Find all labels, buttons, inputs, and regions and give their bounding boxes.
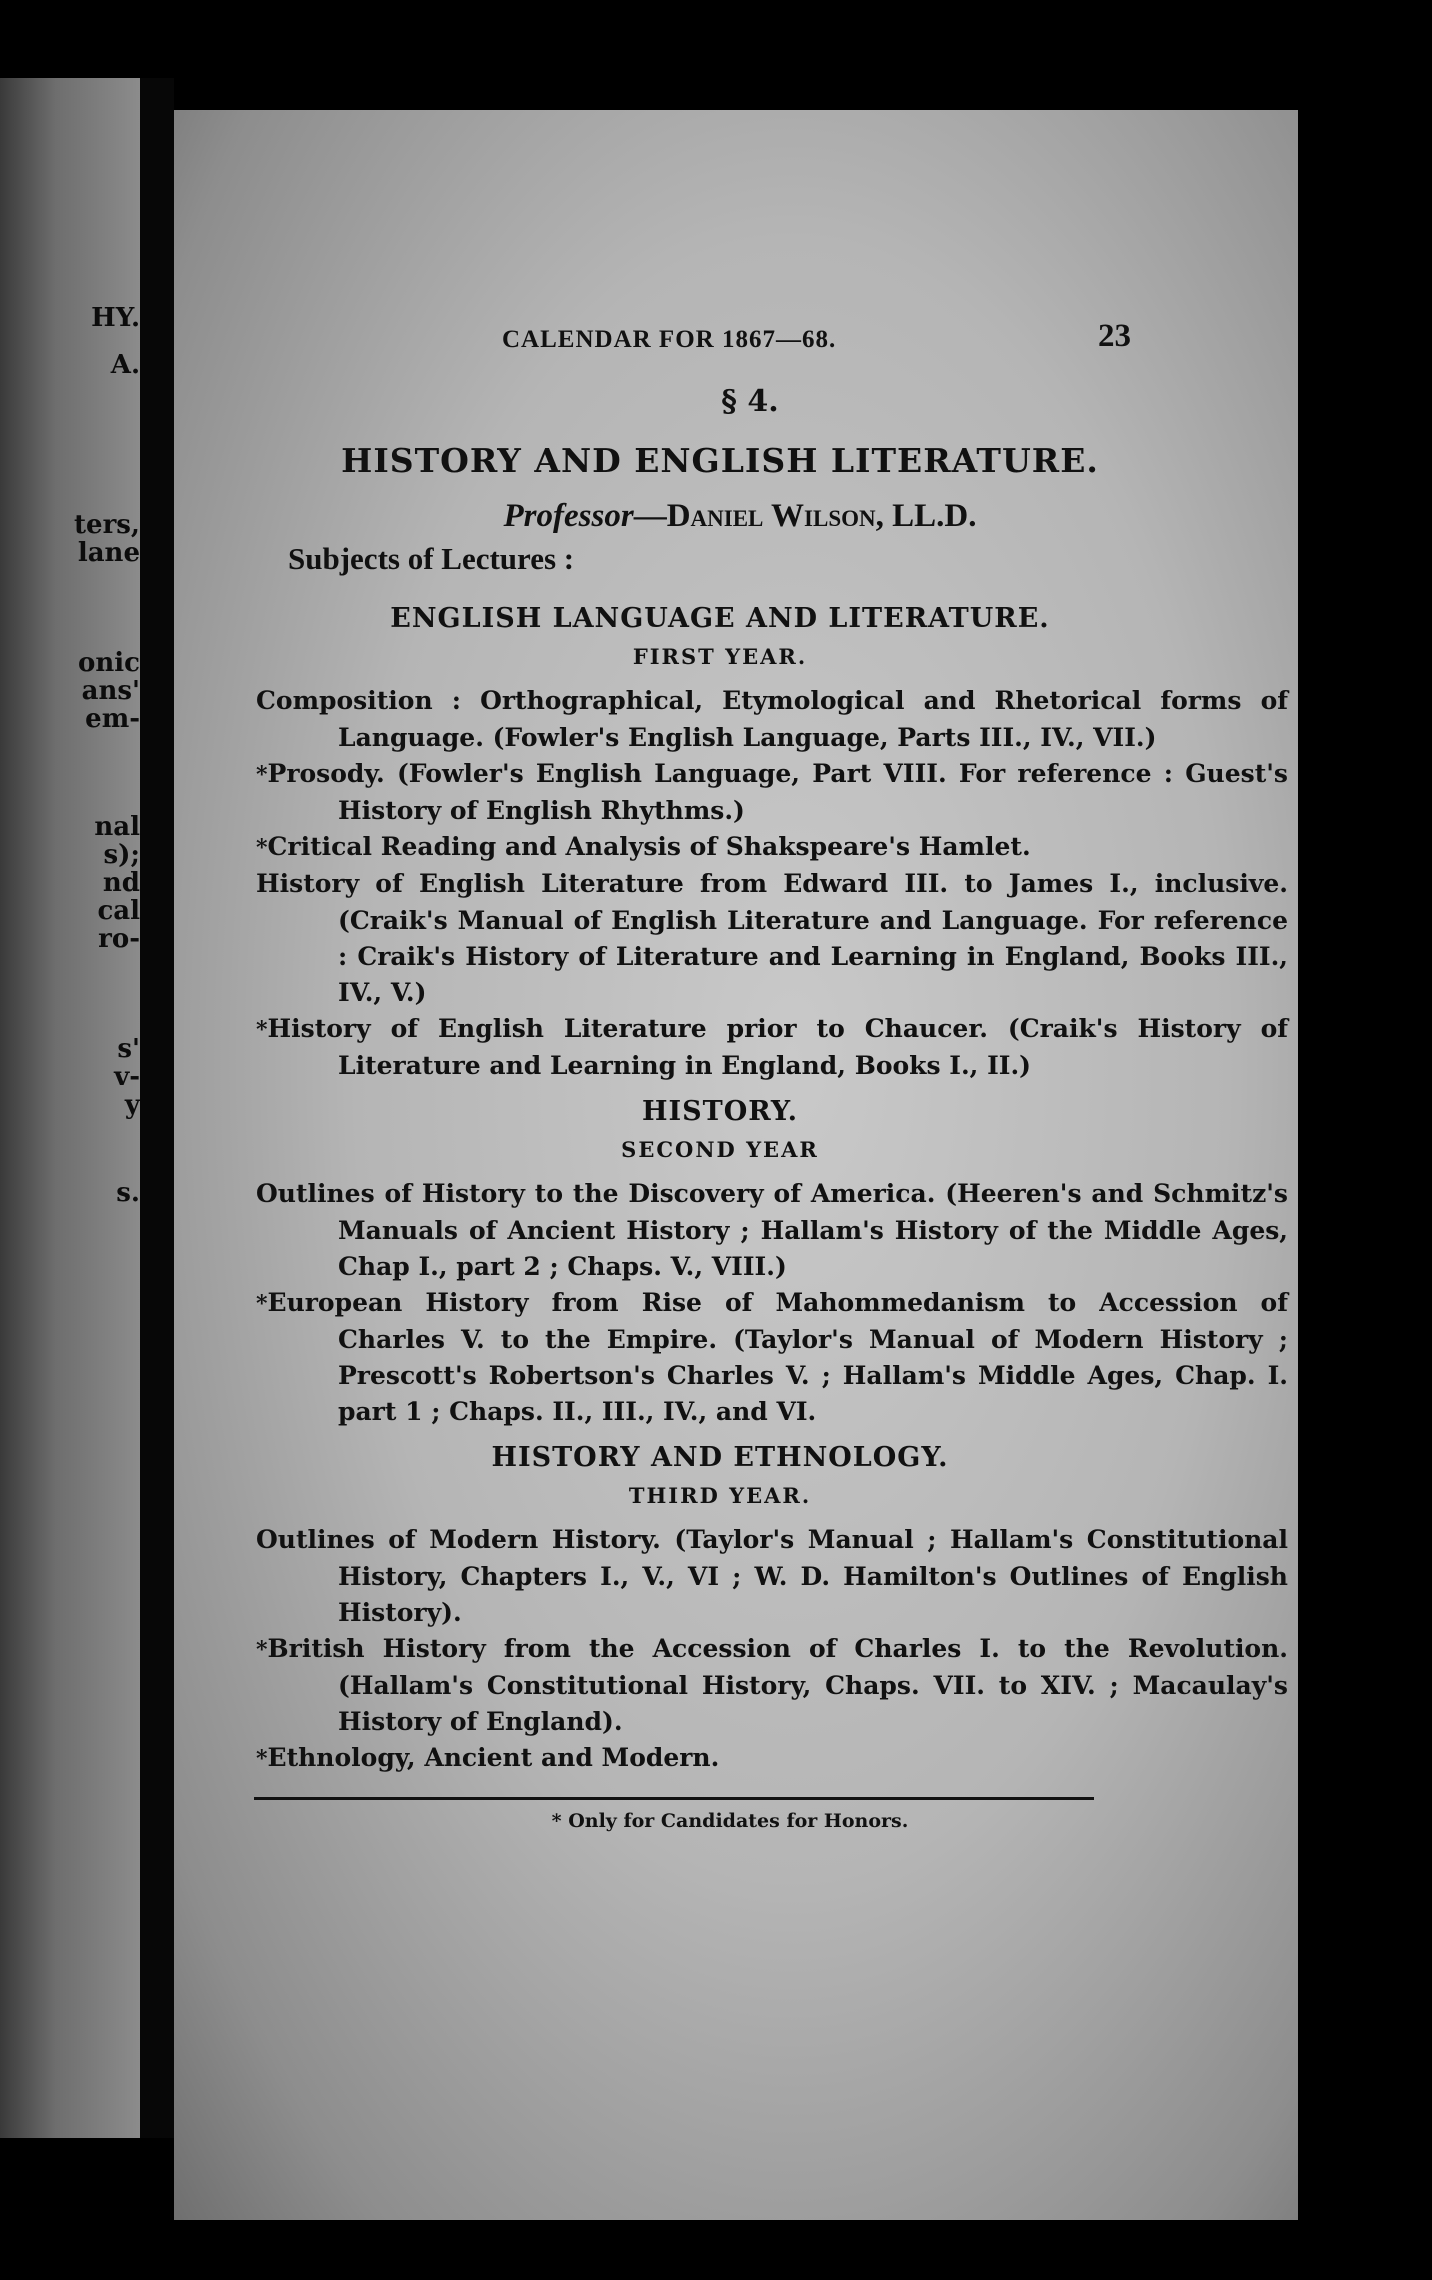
footnote: * Only for Candidates for Honors.	[551, 1810, 909, 1832]
book-page	[174, 110, 1298, 2220]
page-content	[210, 318, 1288, 1832]
honors-asterisk: *	[256, 835, 268, 861]
facing-page-fragment: nal	[94, 812, 140, 842]
running-head	[210, 318, 1230, 366]
lecture-entry	[256, 1285, 1288, 1430]
lecture-entry	[256, 866, 1288, 1011]
subsections	[210, 603, 1288, 1777]
lecture-entry	[256, 756, 1288, 829]
lecture-entry-text: History of English Literature from Edward III. to James I., inclusive. (Craik's Manual of English Literature and Language. For reference : Craik's History of Literature and Learning in England, Books III., IV., V.)	[256, 869, 1288, 1007]
honors-asterisk: *	[256, 1746, 268, 1772]
lecture-entry-text: Composition : Orthographical, Etymological and Rhetorical forms of Language. (Fowler's English Language, Parts III., IV., VII.)	[256, 686, 1288, 752]
honors-asterisk: *	[256, 762, 268, 788]
facing-page-edge	[0, 78, 140, 2138]
honors-asterisk: *	[256, 1291, 268, 1317]
year-heading: SECOND YEAR	[621, 1137, 819, 1162]
subsection-title: HISTORY AND ETHNOLOGY.	[491, 1442, 949, 1473]
lecture-entry-text: Critical Reading and Analysis of Shakspeare's Hamlet.	[267, 832, 1031, 861]
honors-asterisk: *	[256, 1017, 268, 1043]
lecture-entry-text: Outlines of Modern History. (Taylor's Manual ; Hallam's Constitutional History, Chapters I., V., VI ; W. D. Hamilton's Outlines of English History).	[256, 1525, 1288, 1627]
facing-page-fragment: s'	[117, 1034, 140, 1064]
subsection	[210, 1096, 1288, 1430]
professor-degree: , LL.D.	[875, 498, 977, 534]
lecture-entry-text: History of English Literature prior to Chaucer. (Craik's History of Literature and Learning in England, Books I., II.)	[267, 1014, 1288, 1080]
lecture-entry	[256, 1522, 1288, 1631]
lecture-entry-text: Ethnology, Ancient and Modern.	[267, 1743, 720, 1772]
professor-name: Daniel Wilson	[666, 498, 876, 534]
facing-page-fragment: HY.	[91, 303, 140, 333]
section-mark: § 4.	[721, 384, 779, 419]
honors-asterisk: *	[256, 1637, 268, 1663]
subsection	[210, 1442, 1288, 1777]
lecture-entry-text: European History from Rise of Mahommedanism to Accession of Charles V. to the Empire. (Taylor's Manual of Modern History ; Prescott's Robertson's Charles V. ; Hallam's Middle Ages, Chap. I. part 1 ; Chaps. II., III., IV., and VI.	[267, 1288, 1288, 1426]
lecture-entry	[256, 1176, 1288, 1285]
facing-page-fragment: ro-	[98, 924, 140, 954]
lecture-entry	[256, 1631, 1288, 1740]
lecture-entry-text: British History from the Accession of Charles I. to the Revolution. (Hallam's Constitutional History, Chaps. VII. to XIV. ; Macaulay's History of England).	[267, 1634, 1288, 1736]
facing-page-fragment: v-	[114, 1062, 140, 1092]
subsection-title: HISTORY.	[641, 1096, 799, 1127]
section-title: HISTORY AND ENGLISH LITERATURE.	[341, 441, 1099, 480]
year-heading: FIRST YEAR.	[632, 644, 808, 669]
facing-page-fragment: ters,	[74, 510, 140, 540]
facing-page-fragment: onic	[78, 648, 140, 678]
facing-page-fragment: lane	[77, 538, 140, 568]
footnote-rule	[254, 1797, 1094, 1800]
subsection	[210, 603, 1288, 1084]
subjects-label: Subjects of Lectures :	[288, 541, 575, 576]
facing-page-fragment: A.	[110, 350, 140, 380]
page-number: 23	[1098, 318, 1131, 354]
lecture-entry	[256, 1740, 1288, 1777]
lecture-entry	[256, 1011, 1288, 1084]
facing-page-fragment: y	[124, 1090, 140, 1120]
year-heading: THIRD YEAR.	[628, 1483, 812, 1508]
facing-page-fragment: s);	[103, 840, 140, 870]
running-title: CALENDAR FOR 1867—68.	[502, 326, 837, 353]
facing-page-text-fragments	[0, 78, 140, 2138]
facing-page-fragment: s.	[116, 1178, 140, 1208]
professor-line	[210, 498, 1230, 535]
lecture-entry	[256, 829, 1288, 866]
lecture-entry	[256, 683, 1288, 756]
book-gutter	[140, 78, 174, 2138]
professor-role: Professor	[503, 498, 634, 534]
lecture-entry-text: Prosody. (Fowler's English Language, Part VIII. For reference : Guest's History of English Rhythms.)	[267, 759, 1288, 825]
facing-page-fragment: em-	[85, 704, 140, 734]
professor-dash: —	[633, 498, 667, 534]
lecture-entry-text: Outlines of History to the Discovery of America. (Heeren's and Schmitz's Manuals of Ancient History ; Hallam's History of the Middle Ages, Chap I., part 2 ; Chaps. V., VIII.)	[256, 1179, 1288, 1281]
facing-page-fragment: cal	[97, 896, 140, 926]
subsection-title: ENGLISH LANGUAGE AND LITERATURE.	[390, 603, 1050, 634]
facing-page-fragment: ans'	[81, 676, 140, 706]
facing-page-fragment: nd	[102, 868, 140, 898]
